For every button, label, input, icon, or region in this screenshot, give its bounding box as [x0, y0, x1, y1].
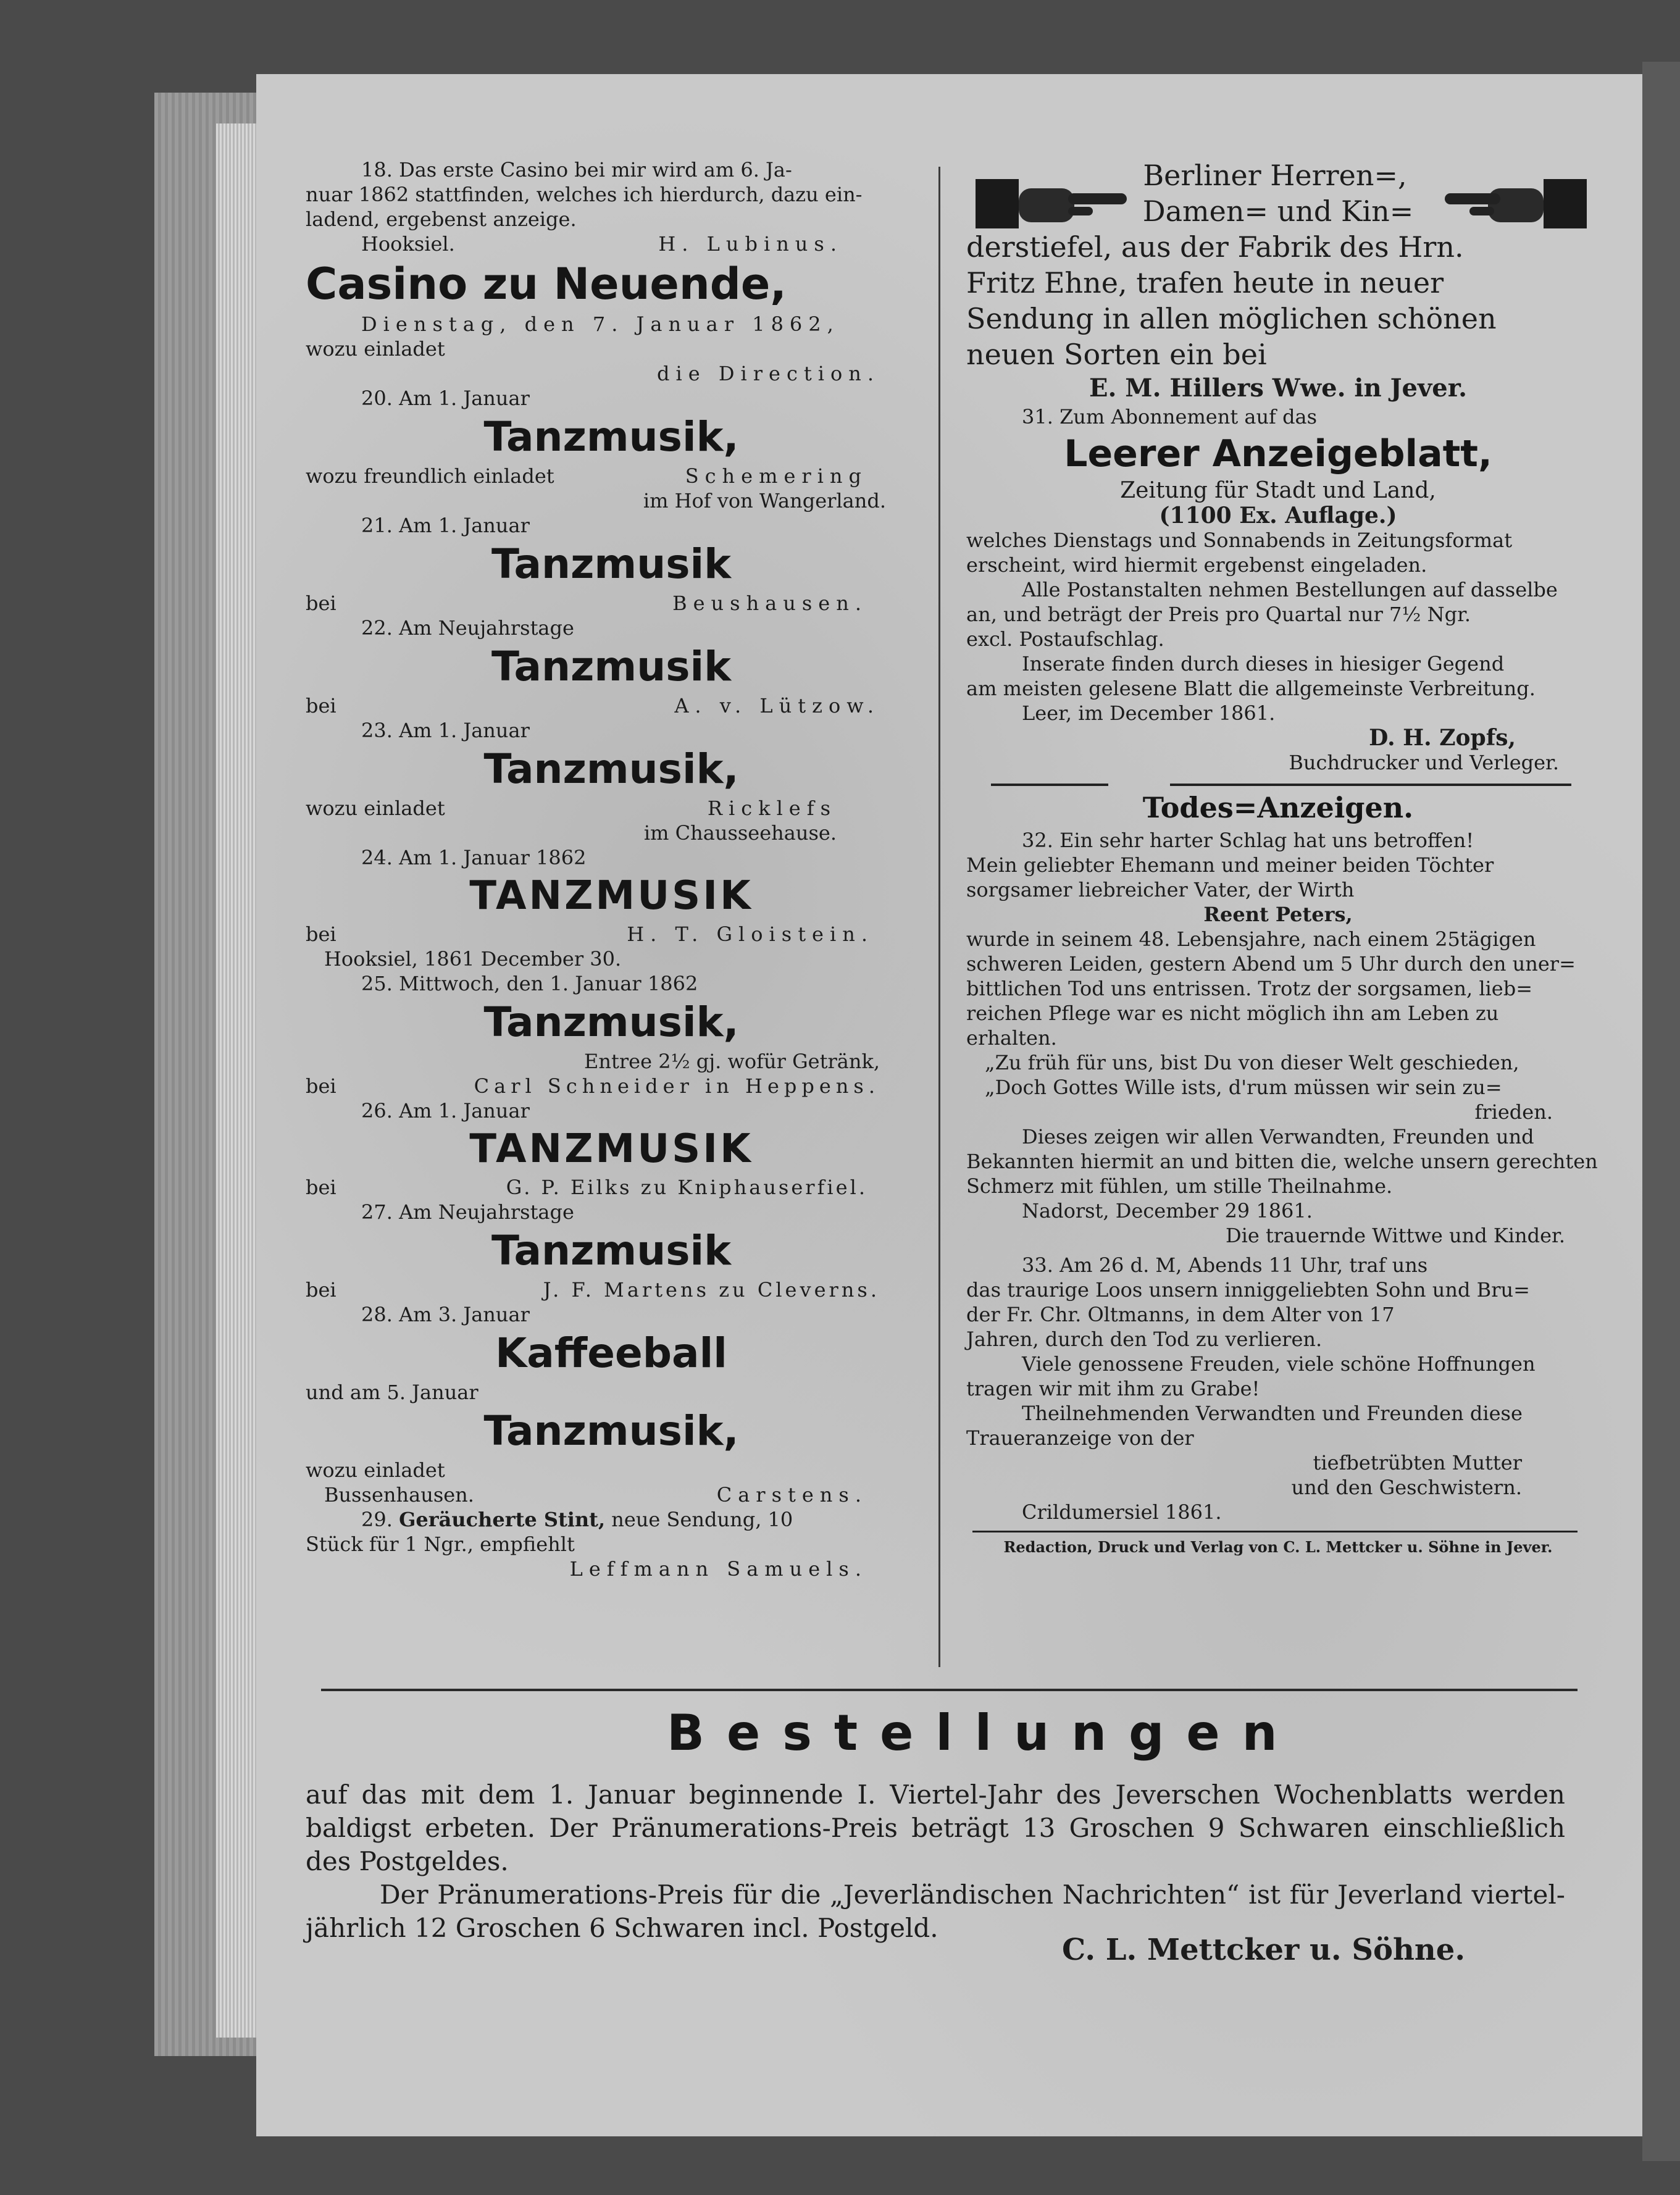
ad-title: Tanzmusik [491, 1227, 731, 1274]
pointing-hand-left-icon [1445, 170, 1587, 238]
ad-line: welches Dienstags und Sonnabends in Zeitungsformat [966, 529, 1513, 552]
dateline: Leer, im December 1861. [1022, 701, 1276, 725]
ad-21 [306, 513, 917, 616]
notice-line: wurde in seinem 48. Lebensjahre, nach einem 25tägigen [966, 927, 1536, 951]
ad-title: Tanzmusik, [483, 998, 739, 1046]
notice-line: Viele genossene Freuden, viele schöne Hoffnungen [1022, 1352, 1536, 1376]
notice-line: bittlichen Tod uns entrissen. Trotz der sorgsamen, lieb= [966, 977, 1533, 1000]
notice-line: sorgsamer liebreicher Vater, der Wirth [966, 878, 1355, 901]
ad-title-2: Tanzmusik, [483, 1407, 739, 1455]
death-notices [966, 790, 1598, 1524]
advertiser: Carstens. [716, 1483, 867, 1507]
advertiser: die Direction. [656, 362, 880, 385]
invite: wozu freundlich einladet [306, 464, 554, 488]
ad-23 [306, 718, 917, 845]
bei: bei [306, 1278, 336, 1302]
ad-number: 27. Am Neujahrstage [361, 1200, 574, 1224]
bei: bei [306, 694, 336, 717]
advertiser: G. P. Eilks zu Kniphauserfiel. [506, 1176, 867, 1199]
ad-product: Geräucherte Stint, [399, 1508, 606, 1531]
ad-line: nuar 1862 stattfinden, welches ich hierdurch, dazu ein- [306, 183, 863, 206]
notice-paragraph: Der Pränumerations-Preis für die „Jeverländischen Nachrichten“ ist für Jeverland viertel-jährlich 12 Groschen 6 Schwaren incl. Postgeld. [306, 1879, 1565, 1943]
notice-line: Jahren, durch den Tod zu verlieren. [966, 1327, 1323, 1351]
ad-number: 22. Am Neujahrstage [361, 616, 574, 640]
advertiser: Leffmann Samuels. [569, 1557, 867, 1581]
ad-number: 23. Am 1. Januar [361, 719, 530, 742]
scan-shadow [1642, 62, 1680, 2161]
mourners: Die trauernde Wittwe und Kinder. [1225, 1224, 1565, 1247]
ad-line: Inserate finden durch dieses in hiesiger Gegend [1022, 652, 1505, 675]
ad-title: TANZMUSIK [469, 1126, 753, 1172]
notice-line: das traurige Loos unsern inniggeliebten Sohn und Bru= [966, 1278, 1530, 1302]
bei: bei [306, 1176, 336, 1199]
notice-line: Mein geliebter Ehemann und meiner beiden Töchter [966, 853, 1494, 877]
dateline: Nadorst, December 29 1861. [1022, 1199, 1313, 1223]
advertiser: Carl Schneider in Heppens. [474, 1074, 880, 1098]
bei: bei [306, 1074, 336, 1098]
ad-line: neuen Sorten ein bei [966, 338, 1267, 371]
ad-subtitle: Zeitung für Stadt und Land, [1120, 478, 1436, 503]
imprint-rule [972, 1531, 1578, 1532]
ad-line: derstiefel, aus der Fabrik des Hrn. [966, 230, 1464, 264]
invite: wozu einladet [306, 1458, 445, 1482]
place: Hooksiel. [361, 232, 455, 256]
ad-casino [306, 259, 917, 386]
place: Bussenhausen. [324, 1483, 474, 1507]
notice-line: reichen Pflege war es nicht möglich ihn am Leben zu [966, 1001, 1499, 1025]
invite: wozu einladet [306, 796, 445, 820]
invite: wozu einladet [306, 337, 445, 361]
advertiser: H. Lubinus. [658, 232, 843, 256]
section-heading: Todes=Anzeigen. [1142, 791, 1414, 824]
notice-line: erhalten. [966, 1026, 1057, 1050]
ad-line: Alle Postanstalten nehmen Bestellungen auf dasselbe [1022, 578, 1558, 601]
notice-line: Schmerz mit fühlen, um stille Theilnahme. [966, 1174, 1393, 1198]
notice-line: 32. Ein sehr harter Schlag hat uns betroffen! [1022, 829, 1474, 852]
advertiser: J. F. Martens zu Cleverns. [543, 1278, 880, 1302]
mourners: tiefbetrübten Mutter [1313, 1451, 1522, 1474]
notice-line: Bekannten hiermit an und bitten die, welche unsern gerechten [966, 1150, 1598, 1173]
ad-number: 31. Zum Abonnement auf das [1022, 405, 1318, 429]
ad-line: an, und beträgt der Preis pro Quartal nur 7½ Ngr. [966, 603, 1471, 626]
ad-18 [306, 157, 917, 256]
ad-title: Kaffeeball [495, 1329, 727, 1377]
notice-paragraph: auf das mit dem 1. Januar beginnende I. Viertel-Jahr des Jeverschen Wochenblatts werden baldigst erbeten. Der Pränumerations-Preis beträgt 13 Groschen 9 Schwaren einschließlich des Postgeldes. [306, 1779, 1565, 1876]
ad-28 [306, 1302, 917, 1507]
advertiser: E. M. Hillers Wwe. in Jever. [1089, 374, 1468, 403]
advertiser: Ricklefs [707, 796, 837, 820]
left-column [306, 157, 917, 1676]
ad-title: Tanzmusik [491, 643, 731, 690]
advertiser-role: Buchdrucker und Verleger. [1289, 751, 1559, 774]
ad-20 [306, 386, 917, 513]
ad-number: 24. Am 1. Januar 1862 [361, 846, 587, 869]
advertiser: H. T. Gloistein. [627, 922, 874, 946]
notice-line: 33. Am 26 d. M, Abends 11 Uhr, traf uns [1022, 1253, 1428, 1277]
ad-number: 20. Am 1. Januar [361, 387, 530, 410]
notice-line: der Fr. Chr. Oltmanns, in dem Alter von 17 [966, 1303, 1395, 1326]
imprint: Redaction, Druck und Verlag von C. L. Mettcker u. Söhne in Jever. [1003, 1538, 1553, 1556]
ad-line: Fritz Ehne, trafen heute in neuer [966, 266, 1444, 299]
right-column [966, 157, 1598, 1676]
ad-line: Sendung in allen möglichen schönen [966, 302, 1497, 335]
verse-line: „Doch Gottes Wille ists, d'rum müssen wir sein zu= [985, 1076, 1502, 1099]
advertiser: D. H. Zopfs, [1369, 725, 1516, 751]
ad-title: TANZMUSIK [469, 873, 753, 919]
notice-line: Dieses zeigen wir allen Verwandten, Freunden und [1022, 1125, 1534, 1148]
verse-line: frieden. [1474, 1100, 1553, 1124]
ad-line: 18. Das erste Casino bei mir wird am 6. Ja- [361, 158, 792, 182]
column-divider [938, 167, 940, 1667]
ad-29 [306, 1507, 917, 1581]
ad-line: erscheint, wird hiermit ergebenst eingeladen. [966, 553, 1427, 577]
ad-22 [306, 616, 917, 718]
bottom-rule [321, 1689, 1578, 1691]
ad-26 [306, 1098, 917, 1200]
notice-line: schweren Leiden, gestern Abend um 5 Uhr durch den uner= [966, 952, 1576, 976]
ad-27 [306, 1200, 917, 1302]
subscription-notice [306, 1778, 1565, 1945]
casino-title: Casino zu Neuende, [306, 259, 787, 309]
ad-line: Stück für 1 Ngr., empfiehlt [306, 1532, 575, 1556]
ad-headline: Berliner Herren=, [1143, 159, 1407, 192]
advertiser: A. v. Lützow. [674, 694, 880, 717]
ad-30 [966, 157, 1590, 404]
verse-line: „Zu früh für uns, bist Du von dieser Welt geschieden, [985, 1051, 1519, 1074]
ad-number: 25. Mittwoch, den 1. Januar 1862 [361, 972, 698, 995]
mourners: und den Geschwistern. [1291, 1476, 1522, 1499]
ad-title: Tanzmusik [491, 540, 731, 588]
ad-number: 29. [361, 1508, 393, 1531]
ad-line: neue Sendung, 10 [611, 1508, 793, 1531]
ad-number: 26. Am 1. Januar [361, 1099, 530, 1123]
dateline: Hooksiel, 1861 December 30. [324, 947, 622, 971]
ad-line: am meisten gelesene Blatt die allgemeinste Verbreitung. [966, 677, 1536, 700]
pointing-hand-right-icon [976, 170, 1130, 238]
page-edges [216, 123, 259, 2038]
entree: Entree 2½ gj. wofür Getränk, [584, 1050, 880, 1073]
deceased-name: Reent Peters, [1203, 903, 1353, 926]
ad-subtitle: (1100 Ex. Auflage.) [1159, 503, 1397, 529]
ad-title: Tanzmusik, [483, 413, 739, 461]
ad-number: 21. Am 1. Januar [361, 514, 530, 537]
event-date: Dienstag, den 7. Januar 1862, [361, 312, 840, 336]
notice-line: Traueranzeige von der [966, 1426, 1194, 1450]
publisher-signature: C. L. Mettcker u. Söhne. [1062, 1933, 1466, 1967]
notice-line: Theilnehmenden Verwandten und Freunden diese [1022, 1402, 1523, 1425]
advertiser: Schemering [685, 464, 867, 488]
ad-24 [306, 845, 917, 971]
bei: bei [306, 922, 336, 946]
section-rule [991, 784, 1571, 786]
ad-title: Tanzmusik, [483, 745, 739, 793]
dateline: Crildumersiel 1861. [1022, 1500, 1222, 1524]
ad-31 [966, 404, 1590, 775]
ad-title: Leerer Anzeigeblatt, [1064, 432, 1492, 475]
ad-line: und am 5. Januar [306, 1381, 479, 1404]
place: im Chausseehause. [643, 821, 837, 845]
advertiser: Beushausen. [672, 592, 867, 615]
ad-headline: Damen= und Kin= [1142, 194, 1414, 228]
bestellungen-title: Bestellungen [667, 1704, 1300, 1762]
ad-number: 28. Am 3. Januar [361, 1303, 530, 1326]
ad-line: excl. Postaufschlag. [966, 627, 1164, 651]
ad-line: ladend, ergebenst anzeige. [306, 207, 577, 231]
ad-25 [306, 971, 917, 1098]
notice-line: tragen wir mit ihm zu Grabe! [966, 1377, 1260, 1400]
place: im Hof von Wangerland. [643, 489, 886, 512]
bei: bei [306, 592, 336, 615]
